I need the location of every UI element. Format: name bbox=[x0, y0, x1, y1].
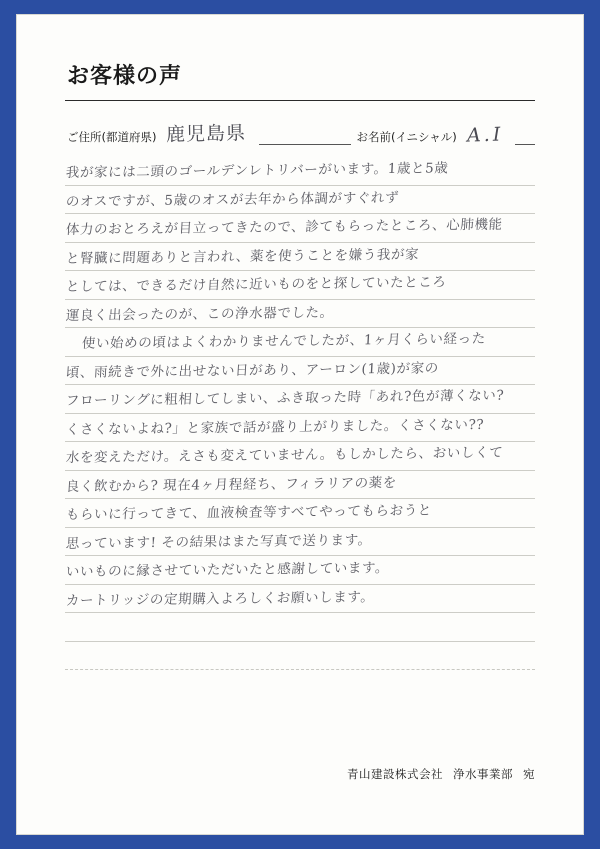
footer-company: 青山建設株式会社 bbox=[347, 767, 443, 781]
handwritten-line: 良く飲むから? 現在4ヶ月程経ち、フィラリアの薬を bbox=[65, 471, 535, 500]
handwritten-line: カートリッジの定期購入よろしくお願いします。 bbox=[65, 585, 535, 614]
blank-ruled-line bbox=[65, 670, 535, 698]
footer-suffix: 宛 bbox=[523, 767, 535, 781]
page-title: お客様の声 bbox=[67, 64, 183, 89]
name-field-label: お名前(イニシャル) bbox=[356, 130, 457, 144]
handwritten-line: くさくないよね?」と家族で話が盛り上がりました。くさくない?? bbox=[65, 414, 535, 443]
handwritten-body bbox=[65, 157, 535, 698]
handwritten-line: 運良く出会ったのが、この浄水器でした。 bbox=[65, 300, 535, 329]
handwritten-line: もらいに行ってきて、血液検査等すべてやってもらおうと bbox=[65, 499, 535, 528]
footer-addressee bbox=[347, 766, 535, 782]
handwritten-line: 我が家には二頭のゴールデンレトリバーがいます。1歳と5歳 bbox=[65, 157, 535, 186]
handwritten-line: 水を変えただけ。えさも変えていません。もしかしたら、おいしくて bbox=[65, 442, 535, 471]
handwritten-line: フローリングに粗相してしまい、ふき取った時「あれ?色が薄くない? bbox=[65, 385, 535, 414]
footer-division: 浄水事業部 bbox=[453, 767, 513, 781]
address-field-underline bbox=[259, 143, 351, 145]
handwritten-line: いいものに縁させていただいたと感謝しています。 bbox=[65, 556, 535, 585]
handwritten-line: と腎臓に問題ありと言われ、薬を使うことを嫌う我が家 bbox=[65, 243, 535, 272]
blank-ruled-line bbox=[65, 642, 535, 671]
form-meta-row bbox=[67, 117, 535, 147]
handwritten-line: 思っています! その結果はまた写真で送ります。 bbox=[65, 528, 535, 557]
handwritten-line: としては、できるだけ自然に近いものをと探していたところ bbox=[65, 271, 535, 300]
blank-ruled-line bbox=[65, 613, 535, 642]
document-page bbox=[17, 15, 583, 834]
title-divider bbox=[65, 100, 535, 101]
handwritten-line: のオスですが、5歳のオスが去年から体調がすぐれず bbox=[65, 186, 535, 215]
name-field-value: A.I bbox=[466, 123, 504, 147]
name-field-underline bbox=[515, 143, 535, 145]
handwritten-line: 使い始めの頃はよくわかりませんでしたが、1ヶ月くらい経った bbox=[65, 328, 535, 357]
handwritten-line: 頃、雨続きで外に出せない日があり、アーロン(1歳)が家の bbox=[65, 357, 535, 386]
address-field-value: 鹿児島県 bbox=[166, 122, 247, 146]
handwritten-line: 体力のおとろえが目立ってきたので、診てもらったところ、心肺機能 bbox=[65, 214, 535, 243]
address-field-label: ご住所(都道府県) bbox=[67, 130, 157, 144]
